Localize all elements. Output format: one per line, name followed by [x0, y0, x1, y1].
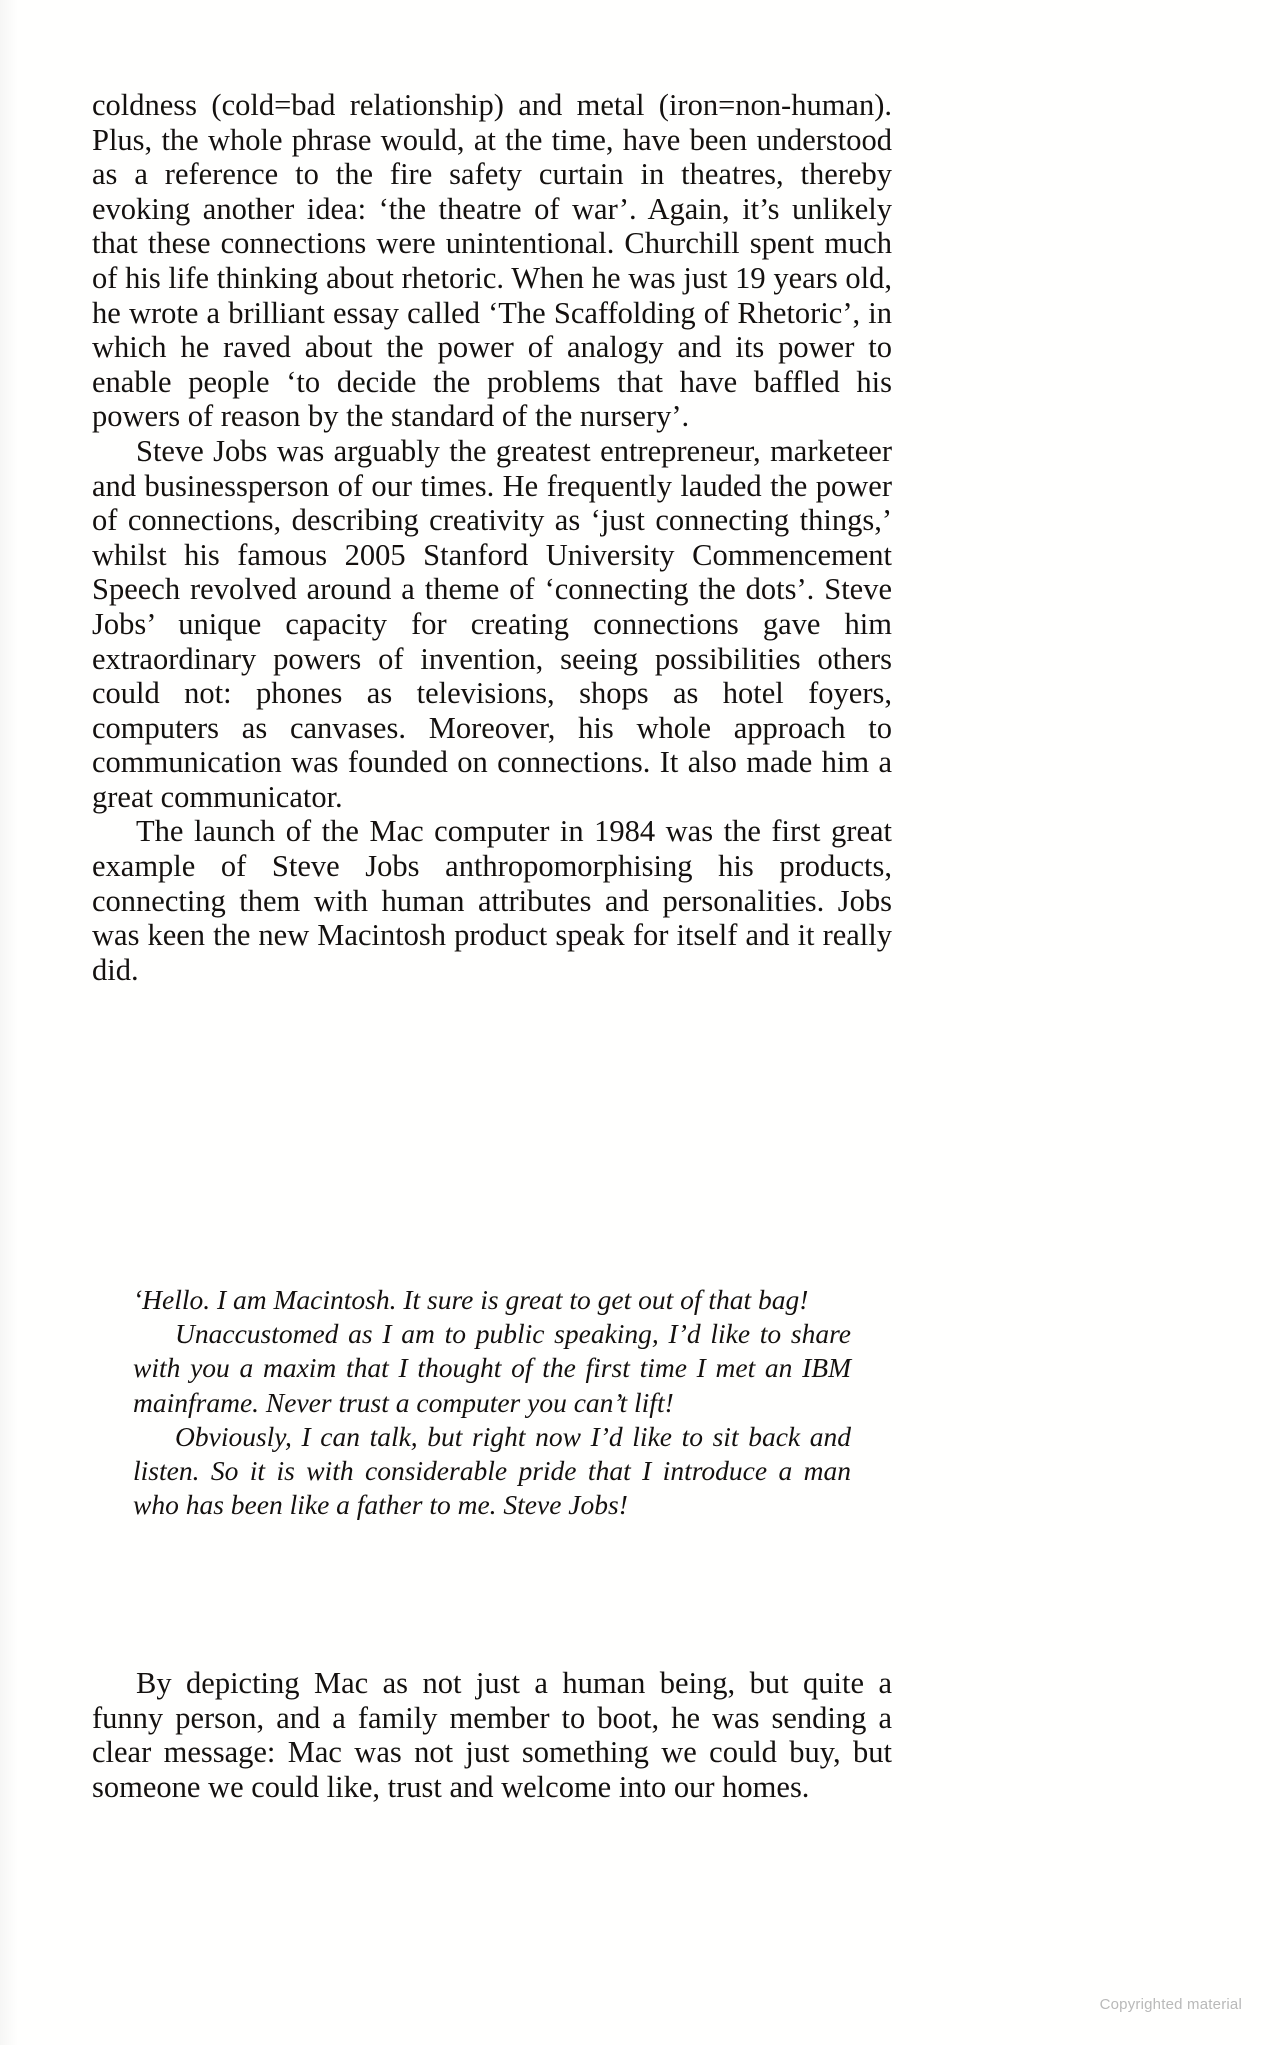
closing-text-column: [92, 1666, 892, 1804]
paragraph-steve-jobs: Steve Jobs was arguably the greatest entrepreneur, marketeer and businessperson of our times. He frequently lauded the power of connections, describing creativity as ‘just connecting things,’ whilst his famous 2005 Stanford University Commencement Speech revolved around a theme of ‘connecting the dots’. Steve Jobs’ unique capacity for creating connections gave him extraordinary powers of invention, seeing possibilities others could not: phones as televisions, shops as hotel foyers, computers as canvases. Moreover, his whole approach to communication was founded on connections. It also made him a great communicator.: [92, 433, 892, 814]
macintosh-speech-blockquote: [133, 1283, 851, 1522]
paragraph-mac-launch: The launch of the Mac computer in 1984 was the first great example of Steve Jobs anthropomorphising his products, connecting them with human attributes and personalities. Jobs was keen the new Macintosh product speak for itself and it really did.: [92, 814, 892, 987]
copyright-notice: Copyrighted material: [1099, 1996, 1242, 2013]
quote-line-hello: ‘Hello. I am Macintosh. It sure is great to get out of that bag!: [133, 1284, 809, 1315]
quote-line-obviously: Obviously, I can talk, but right now I’d like to sit back and listen. So it is with considerable pride that I introduce a man who has been like a father to me. Steve Jobs!: [133, 1420, 851, 1521]
main-text-column: [92, 88, 892, 987]
paragraph-depicting-mac: By depicting Mac as not just a human being, but quite a funny person, and a family member to boot, he was sending a clear message: Mac was not just something we could buy, but someone we could like, trust and welcome into our homes.: [92, 1666, 892, 1804]
paragraph-coldness: coldness (cold=bad relationship) and metal (iron=non-human). Plus, the whole phrase would, at the time, have been understood as a reference to the fire safety curtain in theatres, thereby evoking another idea: ‘the theatre of war’. Again, it’s unlikely that these connections were unintentional. Churchill spent much of his life thinking about rhetoric. When he was just 19 years old, he wrote a brilliant essay called ‘The Scaffolding of Rhetoric’, in which he raved about the power of analogy and its power to enable people ‘to decide the problems that have baffled his powers of reason by the standard of the nursery’.: [92, 88, 892, 434]
quote-line-unaccustomed: Unaccustomed as I am to public speaking, I’d like to share with you a maxim that I thought of the first time I met an IBM mainframe. Never trust a computer you can’t lift!: [133, 1318, 851, 1418]
